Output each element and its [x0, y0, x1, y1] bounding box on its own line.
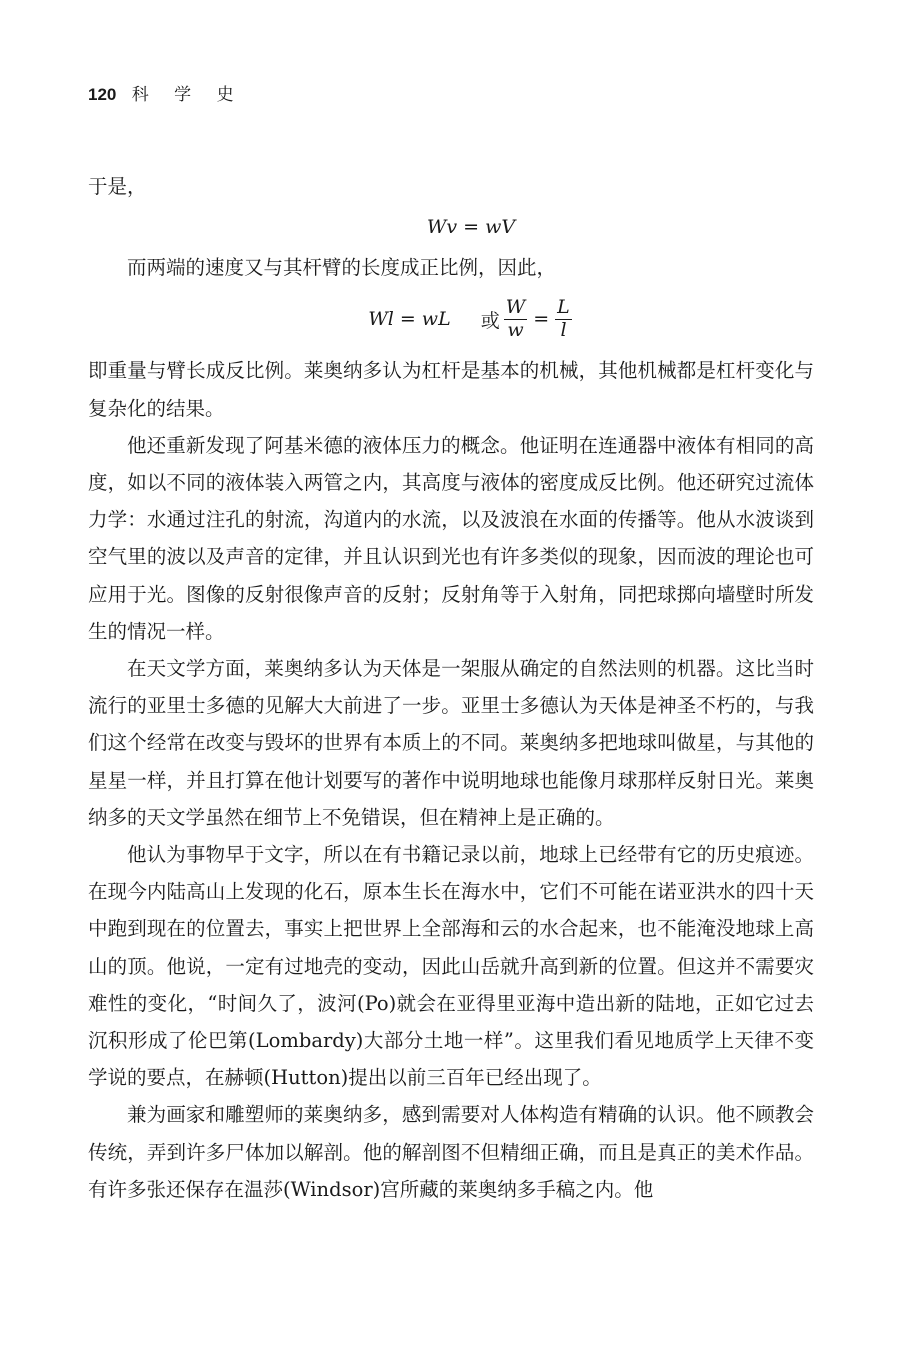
- formula-lever-left: Wl = wL: [368, 308, 451, 331]
- formula-equals: =: [533, 308, 550, 331]
- fraction-length: [555, 297, 572, 342]
- fraction-length-numerator: L: [557, 296, 570, 319]
- formula-lever: [128, 286, 814, 352]
- page-number: 120: [88, 85, 117, 104]
- paragraph-intro: 于是，: [88, 175, 147, 198]
- paragraph-anatomy: 兼为画家和雕塑师的莱奥纳多，感到需要对人体构造有精确的认识。他不顾教会传统，弄到许多尸体加以解剖。他的解剖图不但精细正确，而且是真正的美术作品。有许多张还保存在温莎(Windsor)宫所藏的莱奥纳多手稿之内。他: [88, 1103, 814, 1201]
- paragraph-lever-conclusion: 即重量与臂长成反比例。莱奥纳多认为杠杆是基本的机械，其他机械都是杠杆变化与复杂化的结果。: [88, 359, 814, 420]
- fraction-weight-denominator: w: [507, 318, 524, 341]
- paragraph-geology: 他认为事物早于文字，所以在有书籍记录以前，地球上已经带有它的历史痕迹。在现今内陆高山上发现的化石，原本生长在海水中，它们不可能在诺亚洪水的四十天中跑到现在的位置去，事实上把世界上全部海和云的水合起来，也不能淹没地球上高山的顶。他说，一定有过地壳的变动，因此山岳就升高到新的位置。但这并不需要灾难性的变化，“时间久了，波河(Po)就会在亚得里亚海中造出新的陆地，正如它过去沉积形成了伦巴第(Lombardy)大部分土地一样”。这里我们看见地质学上天律不变学说的要点，在赫顿(Hutton)提出以前三百年已经出现了。: [88, 843, 814, 1090]
- paragraph-hydraulics: 他还重新发现了阿基米德的液体压力的概念。他证明在连通器中液体有相同的高度，如以不同的液体装入两管之内，其高度与液体的密度成反比例。他还研究过流体力学：水通过注孔的射流，沟道内的水流，以及波浪在水面的传播等。他从水波谈到空气里的波以及声音的定律，并且认识到光也有许多类似的现象，因而波的理论也可应用于光。图像的反射很像声音的反射；反射角等于入射角，同把球掷向墙壁时所发生的情况一样。: [88, 433, 814, 643]
- paragraph-lever-arms: 而两端的速度又与其杆臂的长度成正比例，因此，: [127, 256, 557, 280]
- running-header: [88, 80, 244, 105]
- page-body: [88, 168, 814, 1208]
- fraction-weight: [504, 297, 528, 342]
- fraction-length-denominator: l: [560, 318, 567, 341]
- formula-velocity: Wv = wV: [426, 216, 516, 239]
- formula-or: 或: [480, 309, 500, 332]
- book-title: 科 学 史: [131, 85, 244, 105]
- fraction-weight-numerator: W: [505, 296, 526, 319]
- paragraph-astronomy: 在天文学方面，莱奥纳多认为天体是一架服从确定的自然法则的机器。这比当时流行的亚里士多德的见解大大前进了一步。亚里士多德认为天体是神圣不朽的，与我们这个经常在改变与毁坏的世界有本质上的不同。莱奥纳多把地球叫做星，与其他的星星一样，并且打算在他计划要写的著作中说明地球也能像月球那样反射日光。莱奥纳多的天文学虽然在细节上不免错误，但在精神上是正确的。: [88, 657, 814, 829]
